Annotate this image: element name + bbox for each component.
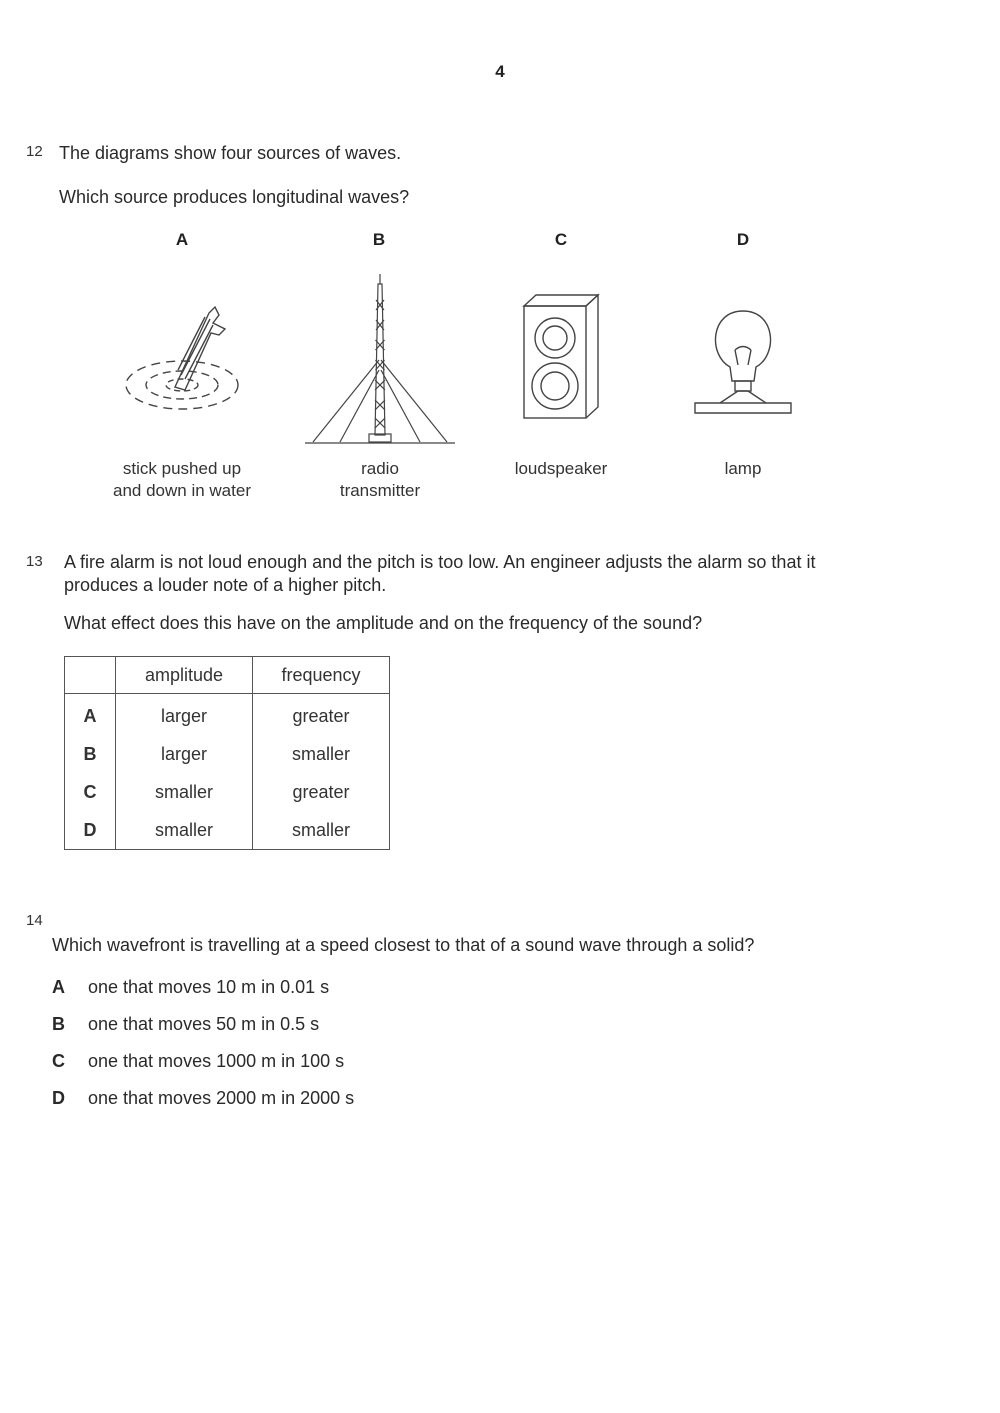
- row-frequency: smaller: [253, 735, 390, 773]
- q13-stem-line2: produces a louder note of a higher pitch.: [64, 575, 387, 595]
- q14-option-b[interactable]: [52, 1014, 319, 1035]
- row-letter[interactable]: D: [65, 811, 116, 850]
- q12-option-a-letter[interactable]: A: [175, 230, 189, 249]
- q12-option-d-letter[interactable]: D: [736, 230, 750, 249]
- table-row[interactable]: [65, 811, 390, 850]
- option-letter[interactable]: A: [52, 977, 65, 997]
- table-row[interactable]: [65, 694, 390, 736]
- option-text: one that moves 2000 m in 2000 s: [88, 1088, 355, 1108]
- table-row[interactable]: [65, 773, 390, 811]
- page-number: 4: [495, 62, 505, 81]
- caption-line: stick pushed up: [122, 459, 242, 478]
- row-frequency: greater: [253, 773, 390, 811]
- caption-line: lamp: [724, 459, 762, 478]
- q13-question: What effect does this have on the amplitude and on the frequency of the sound?: [64, 613, 703, 633]
- row-frequency: greater: [253, 694, 390, 736]
- loudspeaker-icon: [520, 292, 602, 422]
- row-amplitude: smaller: [116, 811, 253, 850]
- q12-number: 12: [26, 143, 43, 160]
- row-amplitude: larger: [116, 735, 253, 773]
- q14-number: 14: [26, 912, 43, 929]
- q12-question: Which source produces longitudinal waves?: [59, 187, 410, 207]
- q12-option-d-caption: [683, 458, 803, 480]
- radio-tower-icon: [305, 270, 455, 448]
- option-text: one that moves 10 m in 0.01 s: [88, 977, 330, 997]
- caption-line: and down in water: [113, 481, 251, 500]
- table-header-blank: [65, 657, 116, 694]
- option-text: one that moves 50 m in 0.5 s: [88, 1014, 320, 1034]
- stick-in-water-icon: [115, 295, 250, 420]
- caption-line: radio: [361, 459, 399, 478]
- q12-option-c-caption: [491, 458, 631, 480]
- q14-question: Which wavefront is travelling at a speed closest to that of a sound wave through a solid?: [52, 935, 755, 955]
- q13-answer-table: [64, 656, 390, 850]
- q14-option-d[interactable]: [52, 1088, 354, 1109]
- q13-stem-line1: A fire alarm is not loud enough and the pitch is too low. An engineer adjusts the alarm so that it: [64, 552, 816, 572]
- q12-option-a-caption: [92, 458, 272, 502]
- q14-option-a[interactable]: [52, 977, 329, 998]
- option-letter[interactable]: D: [52, 1088, 65, 1108]
- table-row[interactable]: [65, 735, 390, 773]
- row-letter[interactable]: B: [65, 735, 116, 773]
- caption-line: loudspeaker: [514, 459, 608, 478]
- row-amplitude: smaller: [116, 773, 253, 811]
- table-header-row: [65, 657, 390, 694]
- q12-option-c-letter[interactable]: C: [554, 230, 568, 249]
- caption-line: transmitter: [339, 481, 421, 500]
- row-amplitude: larger: [116, 694, 253, 736]
- q12-option-b-caption: [300, 458, 460, 502]
- row-letter[interactable]: C: [65, 773, 116, 811]
- q12-option-b-letter[interactable]: B: [372, 230, 386, 249]
- row-frequency: smaller: [253, 811, 390, 850]
- row-letter[interactable]: A: [65, 694, 116, 736]
- option-letter[interactable]: B: [52, 1014, 65, 1034]
- q13-stem: [64, 551, 815, 597]
- option-letter[interactable]: C: [52, 1051, 65, 1071]
- q14-option-c[interactable]: [52, 1051, 344, 1072]
- q12-stem: The diagrams show four sources of waves.: [59, 143, 402, 163]
- table-header-frequency: frequency: [253, 657, 390, 694]
- lamp-icon: [690, 305, 796, 420]
- option-text: one that moves 1000 m in 100 s: [88, 1051, 345, 1071]
- table-header-amplitude: amplitude: [116, 657, 253, 694]
- q13-number: 13: [26, 553, 43, 570]
